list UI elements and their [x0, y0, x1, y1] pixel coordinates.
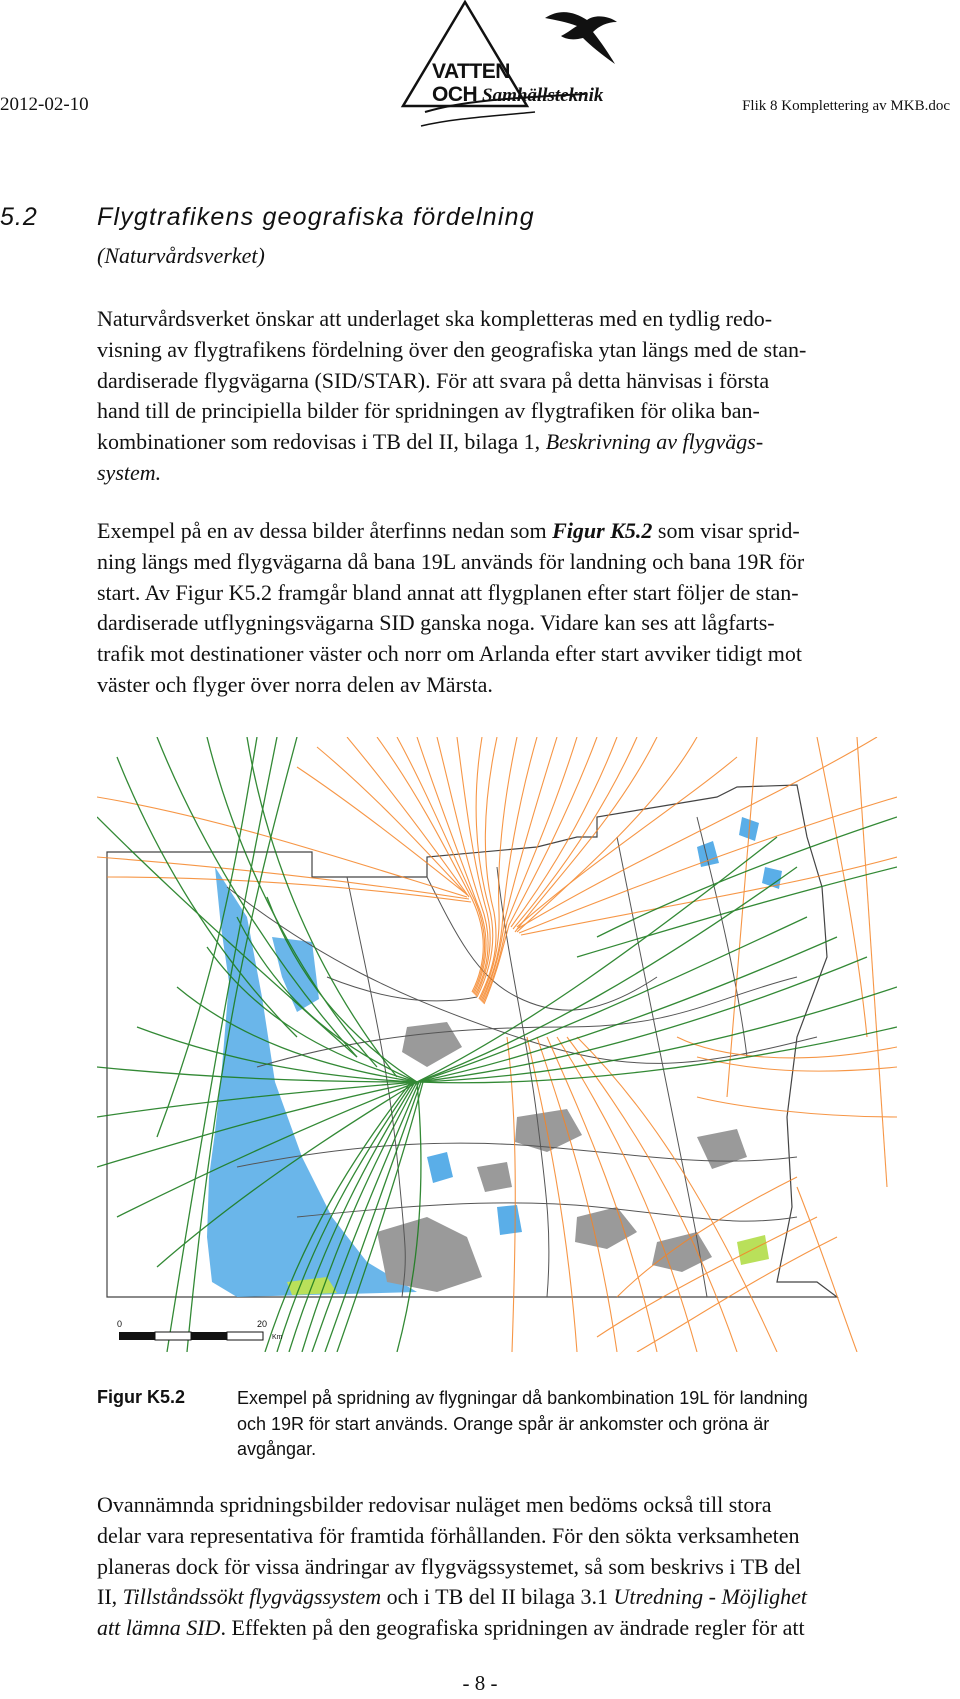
scale-unit-label: Km — [272, 1334, 283, 1341]
text-line: att lämna SID. Effekten på den geografiska spridningen av ändrade regler för att — [97, 1615, 805, 1641]
header-date: 2012-02-10 — [0, 94, 89, 115]
text-line: Naturvårdsverket önskar att underlaget ska kompletteras med en tydlig redo- — [97, 306, 773, 331]
text-line: dardiserade utflygningsvägarna SID ganska noga. Vidare kan ses att lågfarts- — [97, 610, 775, 636]
text-line: Ovannämnda spridningsbilder redovisar nuläget men bedöms också till stora — [97, 1492, 772, 1517]
logo-text-samhallsteknik: Samhällsteknik — [482, 85, 604, 106]
text-line: dardiserade flygvägarna (SID/STAR). För att svara på detta hänvisas i första — [97, 367, 770, 393]
text-line: kombinationer som redovisas i TB del II, bilaga 1, Beskrivning av flygvägs- — [97, 429, 764, 455]
text-line: hand till de principiella bilder för spridningen av flygtrafiken för olika ban- — [97, 398, 760, 424]
text-line: ning längs med flygvägarna då bana 19L används för landning och bana 19R för — [97, 548, 805, 574]
page-number: - 8 - — [462, 1671, 498, 1695]
text-line: visning av flygtrafikens fördelning över den geografiska ytan längs med de stan- — [97, 336, 807, 362]
reference-title: Beskrivning av flygvägs- — [545, 429, 764, 455]
section-title: Flygtrafikens geografiska fördelning — [97, 203, 535, 231]
section-number: 5.2 — [0, 203, 38, 231]
text-line: system. — [97, 459, 162, 485]
text-line: trafik mot destinationer väster och norr om Arlanda efter start avviker tidigt mot — [97, 641, 803, 667]
text-line: delar vara representativa för framtida förhållanden. För den sökta verksamheten — [97, 1522, 800, 1548]
reference-title: att lämna SID — [97, 1615, 221, 1641]
bird-icon — [545, 12, 617, 64]
figure-caption-text — [237, 1386, 957, 1463]
caption-line: avgångar. — [237, 1439, 317, 1459]
figure-caption-label: Figur K5.2 — [97, 1387, 186, 1407]
reference-title: Utredning - Möjlighet — [613, 1584, 808, 1610]
figure-reference: Figur K5.2 — [552, 518, 653, 543]
scale-zero-label: 0 — [117, 1319, 123, 1329]
text-line: Exempel på en av dessa bilder återfinns nedan som Figur K5.2 som visar sprid- — [97, 518, 800, 543]
text-line: planeras dock för vissa ändringar av flygvägssystemet, så som beskrivs i TB del — [97, 1553, 802, 1579]
caption-line: och 19R för start används. Orange spår är ankomster och gröna är — [237, 1413, 770, 1434]
text-line: väster och flyger över norra delen av Märsta. — [97, 671, 493, 697]
text-line: start. Av Figur K5.2 framgår bland annat att flygplanen efter start följer de stan- — [97, 579, 799, 605]
scale-twenty-label: 20 — [257, 1319, 268, 1329]
company-logo — [395, 0, 635, 136]
logo-text-vatten: VATTEN — [432, 60, 510, 83]
flight-track-map — [97, 737, 897, 1352]
paragraph-intro — [97, 304, 952, 489]
header-filename: Flik 8 Komplettering av MKB.doc — [742, 98, 950, 114]
logo-text-och: OCH — [432, 83, 478, 106]
caption-line: Exempel på spridning av flygningar då bankombination 19L för landning — [237, 1388, 808, 1408]
paragraph-example — [97, 516, 952, 701]
paragraph-conclusion — [97, 1490, 952, 1644]
section-subtitle: (Naturvårdsverket) — [97, 243, 265, 268]
text-line: II, Tillståndssökt flygvägssystem och i TB del II bilaga 3.1 Utredning - Möjlighet — [97, 1584, 808, 1610]
reference-title: Tillståndssökt flygvägssystem — [122, 1584, 382, 1610]
